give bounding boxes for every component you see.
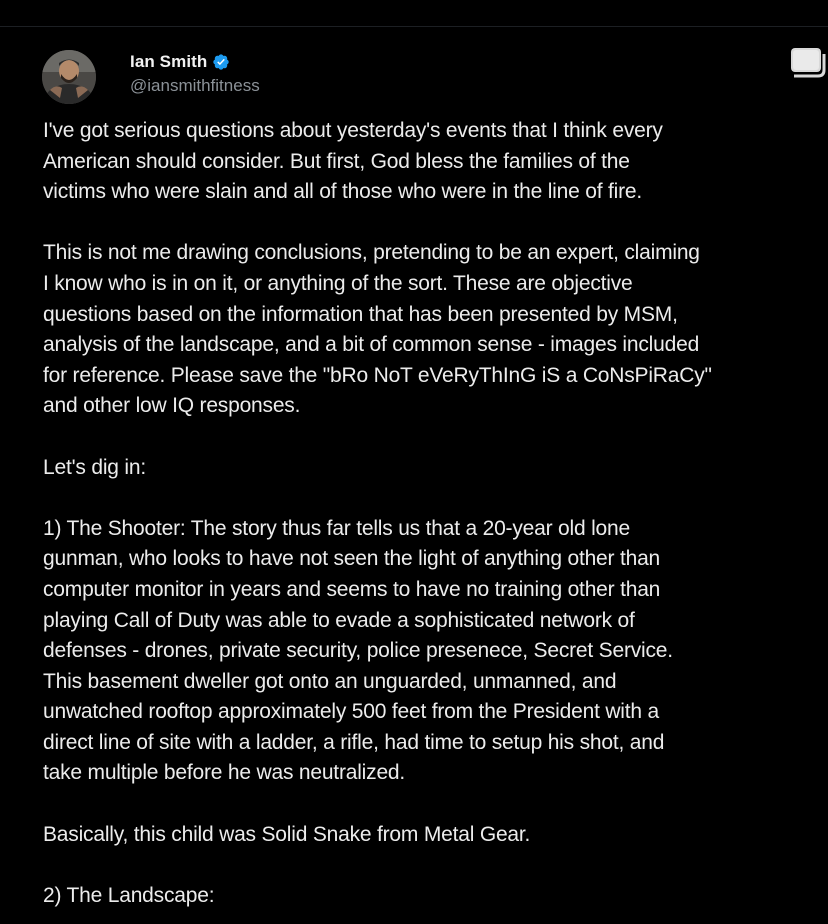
display-name-row: [130, 50, 260, 74]
post-line: playing Call of Duty was able to evade a sophisticated network of: [43, 608, 635, 632]
avatar[interactable]: [42, 50, 96, 104]
post-text: [43, 116, 828, 911]
post-line: analysis of the landscape, and a bit of common sense - images included: [43, 333, 700, 357]
post-line: 1) The Shooter: The story thus far tells us that a 20-year old lone: [43, 516, 630, 540]
top-divider: [0, 26, 828, 27]
post-paragraph: [43, 116, 828, 208]
post-line: unwatched rooftop approximately 500 feet from the President with a: [43, 700, 659, 724]
post-line: questions based on the information that has been presented by MSM,: [43, 302, 678, 326]
post-paragraph: [43, 453, 828, 484]
post-line: direct line of site with a ladder, a rifle, had time to setup his shot, and: [43, 730, 665, 754]
post-paragraph: [43, 514, 828, 789]
post-paragraph: [43, 881, 828, 912]
post-line: I've got serious questions about yesterday's events that I think every: [43, 119, 663, 142]
post-line: defenses - drones, private security, police presenece, Secret Service.: [43, 639, 673, 663]
post-line: Let's dig in:: [43, 455, 146, 479]
post-line: computer monitor in years and seems to have no training other than: [43, 577, 661, 601]
author-handle[interactable]: @iansmithfitness: [130, 76, 260, 95]
post-line: This basement dweller got onto an unguarded, unmanned, and: [43, 669, 617, 693]
post-line: 2) The Landscape:: [43, 883, 215, 907]
post-line: for reference. Please save the "bRo NoT eVeRyThInG iS a CoNsPiRaCy": [43, 363, 712, 387]
post-line: gunman, who looks to have not seen the light of anything other than: [43, 547, 661, 571]
post-line: and other low IQ responses.: [43, 394, 301, 418]
post-paragraph: [43, 238, 828, 422]
grok-icon: [788, 44, 828, 88]
grok-button[interactable]: [788, 44, 828, 88]
post-line: take multiple before he was neutralized.: [43, 761, 406, 785]
post-line: victims who were slain and all of those who were in the line of fire.: [43, 180, 642, 204]
post-line: This is not me drawing conclusions, pretending to be an expert, claiming: [43, 241, 700, 265]
post-line: American should consider. But first, God bless the families of the: [43, 149, 630, 173]
verified-badge-icon: [212, 53, 230, 71]
post-paragraph: [43, 820, 828, 851]
author-names: [130, 50, 260, 96]
post-line: Basically, this child was Solid Snake from Metal Gear.: [43, 822, 531, 846]
author-display-name[interactable]: Ian Smith: [130, 52, 208, 71]
post-header: [42, 48, 828, 108]
post-line: I know who is in on it, or anything of the sort. These are objective: [43, 271, 633, 295]
avatar-photo-icon: [42, 50, 96, 104]
